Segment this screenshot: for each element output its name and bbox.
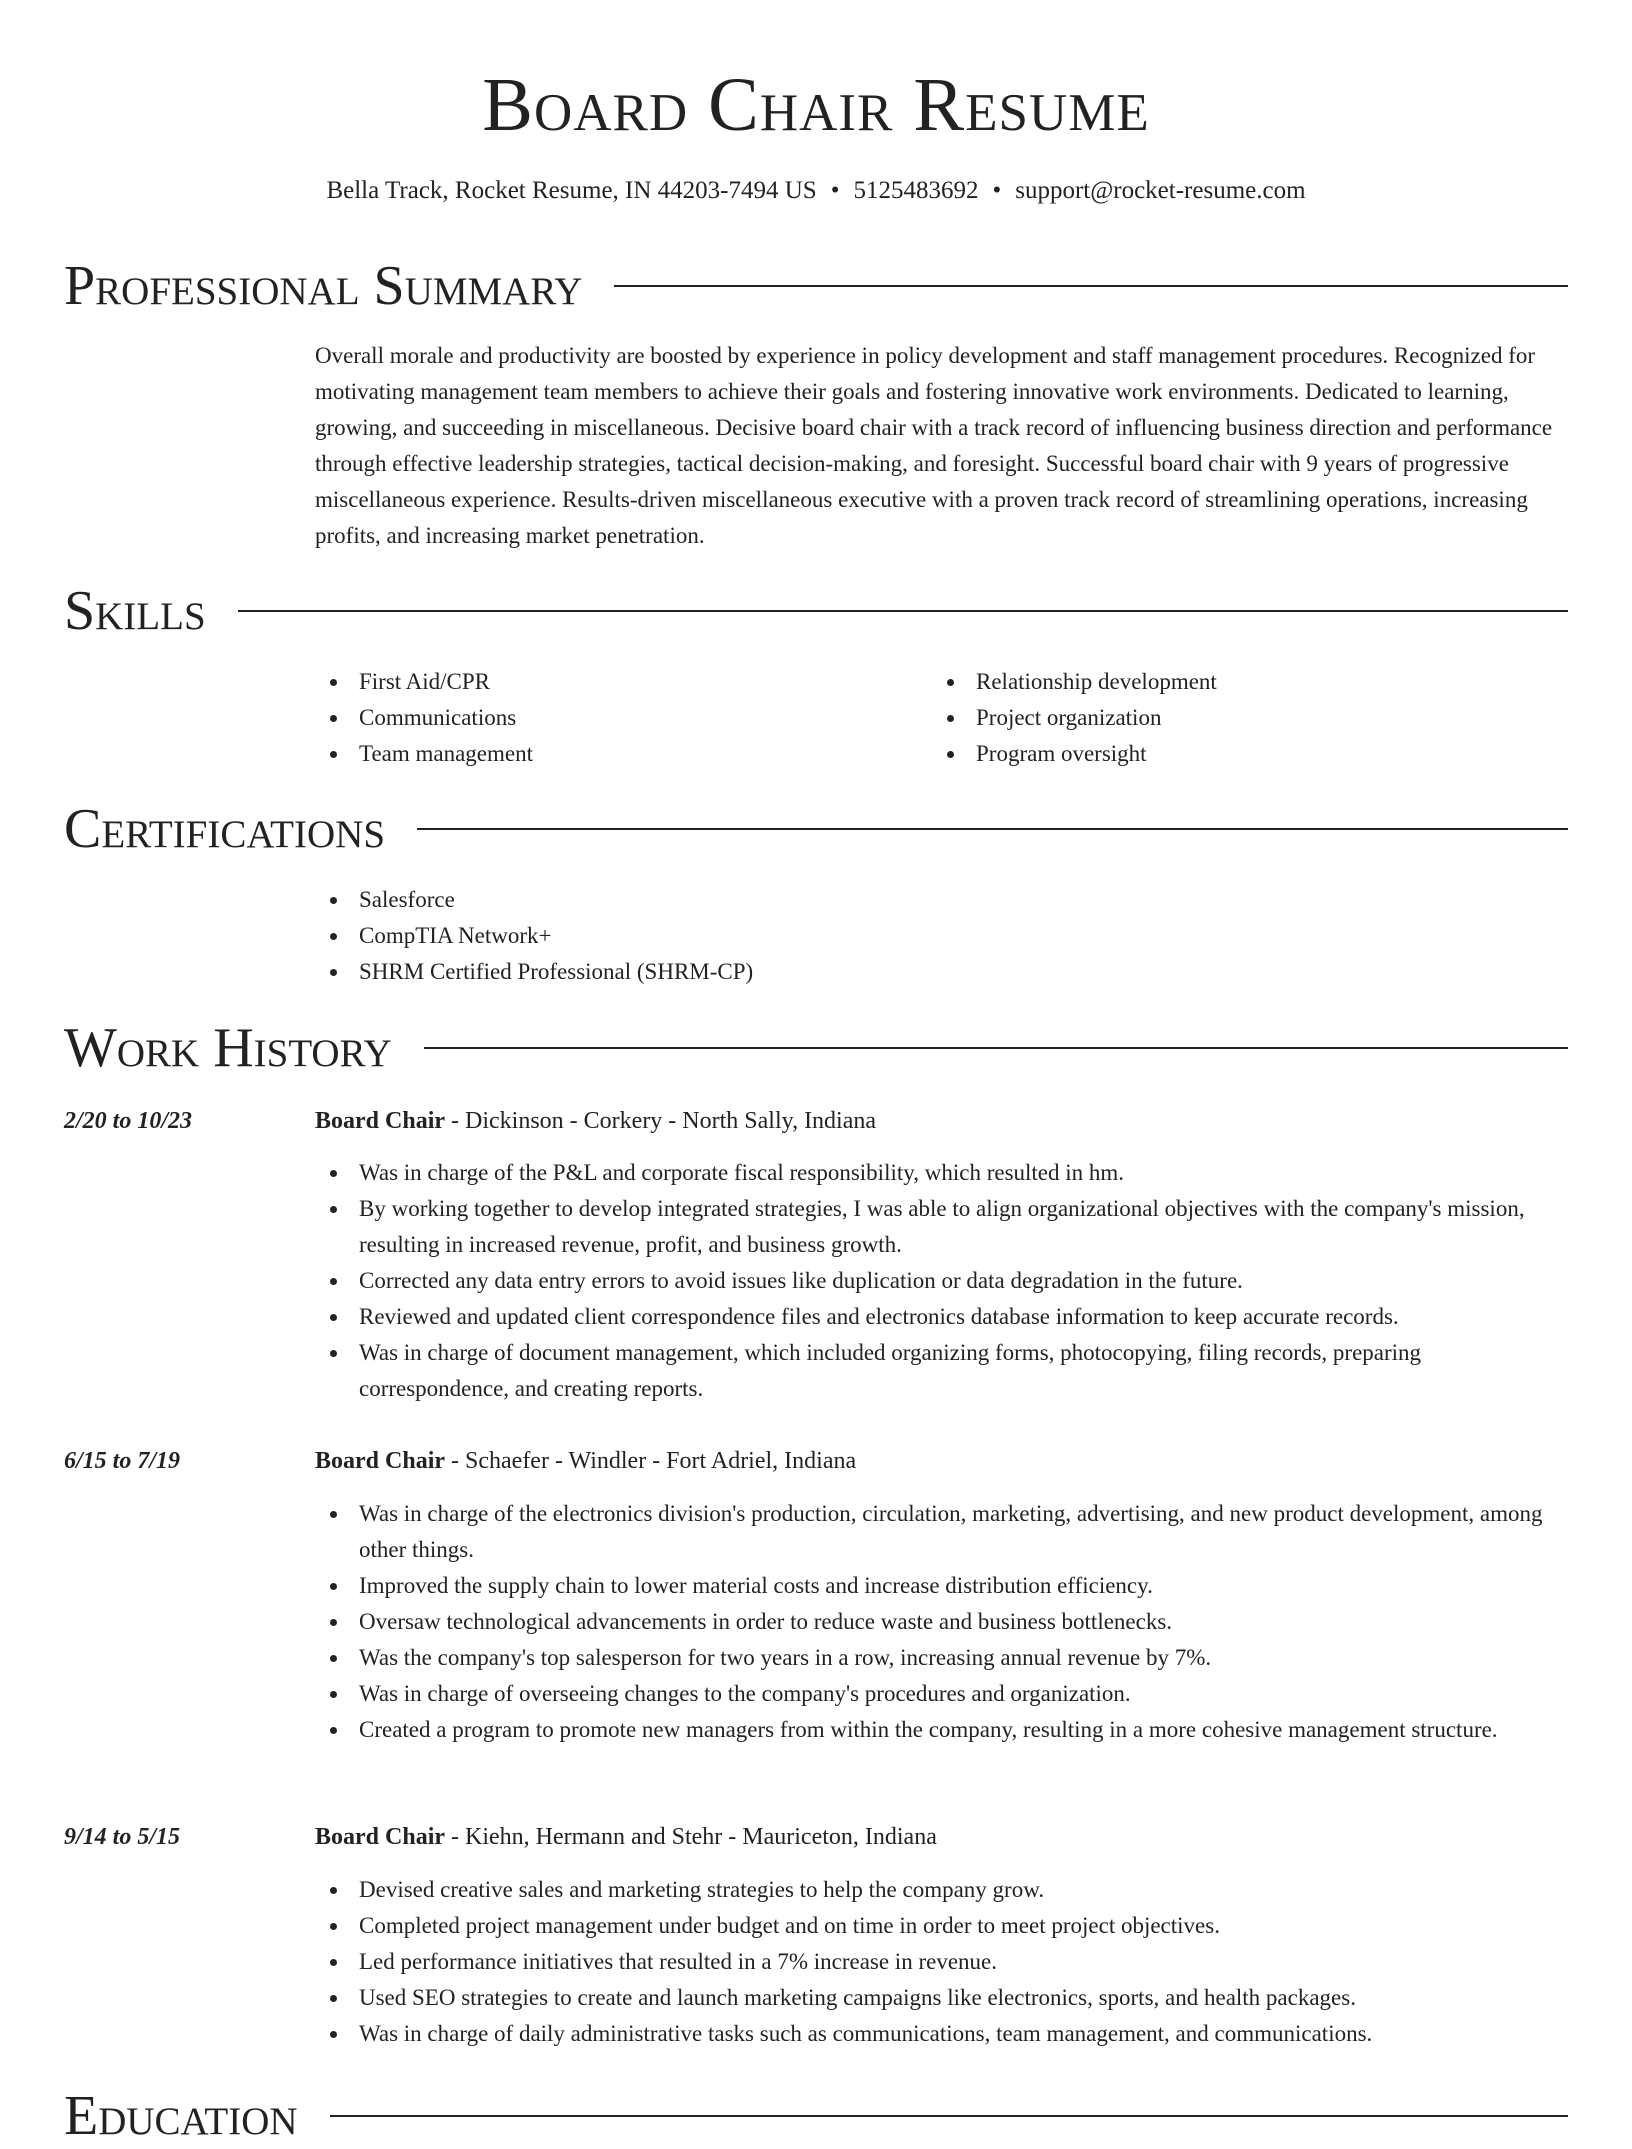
bullet-text: SHRM Certified Professional (SHRM-CP) [359, 959, 754, 984]
skills-list-right [932, 664, 1568, 772]
bullet-text: CompTIA Network+ [359, 923, 552, 948]
bullet-item [315, 1299, 1568, 1335]
job-bullet-list [315, 1155, 1568, 1407]
bullet-dot-icon [330, 751, 337, 758]
job-company: - Kiehn, Hermann and Stehr - Mauriceton, Indiana [445, 1824, 937, 1850]
bullet-text: By working together to develop integrated strategies, I was able to align organizational objectives with the company's mission, resulting in increased revenue, profit, and business growth. [359, 1196, 1525, 1257]
bullet-dot-icon [330, 969, 337, 976]
bullet-item [315, 1676, 1568, 1712]
bullet-item [315, 954, 1568, 990]
skills-section-header [64, 578, 1568, 644]
bullet-item [932, 664, 1568, 700]
bullet-item [315, 1263, 1568, 1299]
bullet-dot-icon [330, 1619, 337, 1626]
job-responsibilities [315, 1155, 1568, 1407]
skills-left-column [315, 664, 915, 772]
bullet-text: Program oversight [976, 741, 1147, 766]
work-history-heading: Work History [64, 1017, 392, 1079]
bullet-dot-icon [330, 1691, 337, 1698]
bullet-dot-icon [330, 897, 337, 904]
bullet-item [315, 1980, 1568, 2016]
bullet-text: Devised creative sales and marketing strategies to help the company grow. [359, 1877, 1045, 1902]
job-heading [315, 1819, 1568, 1855]
bullet-dot-icon [330, 1278, 337, 1285]
summary-section-header [64, 253, 1568, 319]
bullet-dot-icon [947, 679, 954, 686]
bullet-dot-icon [330, 715, 337, 722]
bullet-text: Created a program to promote new managers from within the company, resulting in a more cohesive management structure. [359, 1717, 1498, 1742]
section-divider [424, 1047, 1568, 1049]
bullet-item [315, 1335, 1568, 1407]
bullet-dot-icon [330, 1206, 337, 1213]
bullet-text: Was the company's top salesperson for two years in a row, increasing annual revenue by 7%. [359, 1645, 1212, 1670]
certifications-section-header [64, 796, 1568, 862]
work-history-section-header [64, 1015, 1568, 1081]
bullet-item [315, 1712, 1568, 1748]
certifications-list [315, 882, 1568, 990]
education-heading: Education [64, 2085, 298, 2147]
bullet-item [932, 700, 1568, 736]
bullet-text: Was in charge of document management, which included organizing forms, photocopying, filing records, preparing correspondence, and creating reports. [359, 1340, 1422, 1401]
bullet-dot-icon [947, 751, 954, 758]
job-bullet-list [315, 1496, 1568, 1748]
bullet-text: Completed project management under budget and on time in order to meet project objectives. [359, 1913, 1220, 1938]
bullet-text: Was in charge of the electronics division's production, circulation, marketing, advertising, and new product development, among other things. [359, 1501, 1543, 1562]
bullet-item [315, 2016, 1568, 2052]
job-dates: 2/20 to 10/23 [64, 1108, 193, 1134]
bullet-item [932, 736, 1568, 772]
skills-right-column [932, 664, 1568, 772]
bullet-text: Communications [359, 705, 517, 730]
job-company: - Schaefer - Windler - Fort Adriel, Indiana [445, 1448, 857, 1474]
bullet-dot-icon [330, 1583, 337, 1590]
bullet-dot-icon [330, 679, 337, 686]
contact-email: support@rocket-resume.com [1015, 177, 1306, 204]
job-heading [315, 1443, 1568, 1479]
bullet-text: Was in charge of overseeing changes to the company's procedures and organization. [359, 1681, 1131, 1706]
bullet-dot-icon [947, 715, 954, 722]
bullet-item [315, 664, 915, 700]
bullet-dot-icon [330, 1887, 337, 1894]
bullet-text: Led performance initiatives that resulted in a 7% increase in revenue. [359, 1949, 997, 1974]
section-divider [238, 610, 1568, 612]
contact-phone: 5125483692 [853, 177, 979, 204]
contact-line [0, 174, 1632, 208]
resume-title: Board Chair Resume [482, 63, 1150, 147]
bullet-item [315, 1908, 1568, 1944]
job-company: - Dickinson - Corkery - North Sally, Indiana [445, 1108, 877, 1134]
summary-heading: Professional Summary [64, 255, 583, 317]
bullet-dot-icon [330, 1959, 337, 1966]
job-dates: 9/14 to 5/15 [64, 1824, 181, 1850]
bullet-dot-icon [330, 1727, 337, 1734]
bullet-dot-icon [330, 1511, 337, 1518]
bullet-item [315, 1872, 1568, 1908]
skills-list-left [315, 664, 915, 772]
bullet-dot-icon [330, 1314, 337, 1321]
bullet-item [315, 1944, 1568, 1980]
bullet-item [315, 1604, 1568, 1640]
bullet-text: Project organization [976, 705, 1162, 730]
bullet-item [315, 736, 915, 772]
bullet-dot-icon [330, 933, 337, 940]
skills-heading: Skills [64, 580, 206, 642]
bullet-dot-icon [330, 2031, 337, 2038]
bullet-item [315, 1155, 1568, 1191]
bullet-dot-icon [330, 1170, 337, 1177]
job-responsibilities [315, 1872, 1568, 2052]
bullet-text: Was in charge of daily administrative tasks such as communications, team management, and communications. [359, 2021, 1373, 2046]
bullet-item [315, 1640, 1568, 1676]
bullet-text: First Aid/CPR [359, 669, 491, 694]
section-divider [614, 285, 1568, 287]
education-section-header [64, 2083, 1568, 2149]
contact-separator: • [830, 177, 840, 204]
job-bullet-list [315, 1872, 1568, 2052]
job-title: Board Chair [315, 1108, 446, 1134]
bullet-text: Improved the supply chain to lower material costs and increase distribution efficiency. [359, 1573, 1153, 1598]
summary-text: Overall morale and productivity are boosted by experience in policy development and staff management procedures. Recognized for motivating management team members to achieve their goals and fostering innovative work environments. Dedicated to learning, growing, and succeeding in miscellaneous. Decisive board chair with a track record of influencing business direction and performance through effective leadership strategies, tactical decision-making, and foresight. Successful board chair with 9 years of progressive miscellaneous experience. Results-driven miscellaneous executive with a proven track record of streamlining operations, increasing profits, and increasing market penetration. [315, 343, 1553, 548]
bullet-text: Reviewed and updated client correspondence files and electronics database information to keep accurate records. [359, 1304, 1399, 1329]
bullet-item [315, 1191, 1568, 1263]
job-title: Board Chair [315, 1448, 446, 1474]
bullet-item [315, 700, 915, 736]
bullet-dot-icon [330, 1350, 337, 1357]
job-title: Board Chair [315, 1824, 446, 1850]
contact-separator: • [992, 177, 1002, 204]
section-divider [417, 828, 1568, 830]
bullet-text: Team management [359, 741, 534, 766]
bullet-item [315, 882, 1568, 918]
bullet-item [315, 1568, 1568, 1604]
bullet-text: Corrected any data entry errors to avoid issues like duplication or data degradation in the future. [359, 1268, 1243, 1293]
bullet-item [315, 918, 1568, 954]
bullet-dot-icon [330, 1655, 337, 1662]
bullet-dot-icon [330, 1995, 337, 2002]
section-divider [330, 2115, 1568, 2117]
bullet-text: Salesforce [359, 887, 455, 912]
bullet-text: Used SEO strategies to create and launch marketing campaigns like electronics, sports, and health packages. [359, 1985, 1356, 2010]
bullet-dot-icon [330, 1923, 337, 1930]
certifications-heading: Certifications [64, 798, 386, 860]
bullet-item [315, 1496, 1568, 1568]
job-heading [315, 1103, 1568, 1139]
bullet-text: Was in charge of the P&L and corporate fiscal responsibility, which resulted in hm. [359, 1160, 1125, 1185]
certifications-block [315, 882, 1568, 990]
bullet-text: Oversaw technological advancements in order to reduce waste and business bottlenecks. [359, 1609, 1173, 1634]
bullet-text: Relationship development [976, 669, 1217, 694]
contact-address: Bella Track, Rocket Resume, IN 44203-7494 US [326, 177, 817, 204]
job-dates: 6/15 to 7/19 [64, 1448, 181, 1474]
job-responsibilities [315, 1496, 1568, 1748]
